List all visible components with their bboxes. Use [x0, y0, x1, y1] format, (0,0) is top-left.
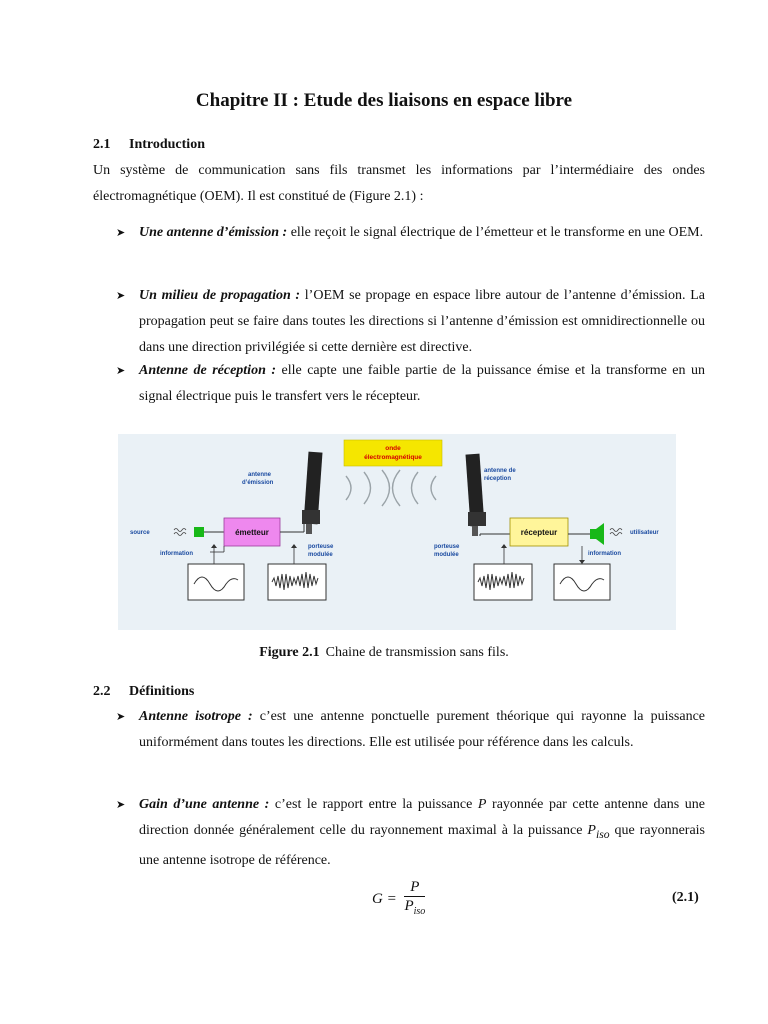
- section-heading-introduction: [93, 137, 205, 153]
- arrow-bullet-icon: ➤: [116, 365, 126, 377]
- emetteur-label: émetteur: [235, 528, 269, 537]
- utilisateur-label: utilisateur: [630, 530, 659, 536]
- arrow-bullet-icon: ➤: [116, 799, 126, 811]
- information-right-label: information: [588, 551, 621, 557]
- bullet-text: l’OEM se propage en espace libre autour de l’antenne d’émission. La propagation peut se faire dans toutes les directions si l’antenne d’émission est omnidirectionnelle ou dans une direction privilégiée si cette dernière est directive.: [139, 288, 705, 355]
- equation-numerator: P: [404, 878, 425, 897]
- bullet-antenne-reception: [116, 358, 705, 410]
- antenne-emission-label-1: antenne: [248, 472, 272, 478]
- bullet-gain-antenne: [116, 792, 705, 874]
- information-scope-right: [554, 564, 610, 600]
- porteuse-left-label-1: porteuse: [308, 544, 334, 550]
- bullet-lead: Une antenne d’émission :: [139, 225, 288, 240]
- bullet-lead: Antenne de réception :: [139, 363, 277, 378]
- bullet-text-middle: rayonnée par cette antenne dans une direction donnée généralement celle du rayonnement maximal à la puissance: [139, 797, 705, 838]
- gain-equation: [372, 878, 425, 921]
- figure-caption-text: Chaine de transmission sans fils.: [325, 645, 509, 660]
- section-heading-definitions: [93, 684, 194, 700]
- recepteur-label: récepteur: [520, 528, 558, 537]
- bullet-text-after: que rayonnerais une antenne isotrope de référence.: [139, 823, 705, 868]
- onde-label-box: [344, 440, 442, 466]
- source-label: source: [130, 530, 150, 536]
- transmission-chain-figure: [118, 434, 676, 630]
- section-number: 2.1: [93, 137, 111, 152]
- bullet-text-before: c’est le rapport entre la puissance: [269, 797, 478, 812]
- bullet-antenne-emission: [116, 220, 705, 246]
- microphone-icon: [194, 527, 204, 537]
- equation-lhs: G =: [372, 890, 397, 907]
- section-title: Introduction: [129, 137, 205, 152]
- arrow-bullet-icon: ➤: [116, 290, 126, 302]
- bullet-text: elle capte une faible partie de la puissance émise et la transforme en un signal électrique puis le transfert vers le récepteur.: [139, 363, 706, 404]
- section-number: 2.2: [93, 684, 111, 699]
- antenne-emission-label-2: d’émission: [242, 480, 274, 486]
- information-left-label: information: [160, 551, 193, 557]
- bullet-lead: Antenne isotrope :: [139, 709, 253, 724]
- section-title: Définitions: [129, 684, 195, 699]
- bullet-milieu-propagation: [116, 283, 705, 361]
- equation-fraction: [404, 878, 425, 921]
- porteuse-left-label-2: modulée: [308, 552, 333, 558]
- onde-label-line2: électromagnétique: [364, 454, 422, 461]
- porteuse-right-label-2: modulée: [434, 552, 459, 558]
- arrow-bullet-icon: ➤: [116, 227, 126, 239]
- figure-caption-label: Figure 2.1: [259, 645, 320, 660]
- arrow-bullet-icon: ➤: [116, 711, 126, 723]
- figure-caption: [0, 645, 768, 661]
- bullet-text: elle reçoit le signal électrique de l’émetteur et le transforme en une OEM.: [287, 225, 704, 240]
- bullet-lead: Gain d’une antenne :: [139, 797, 270, 812]
- antenne-reception-label-1: antenne de: [484, 468, 516, 474]
- equation-denominator: $P_{iso}$: [404, 898, 426, 917]
- antenne-reception-label-2: réception: [484, 476, 512, 482]
- page-title: Chapitre II : Etude des liaisons en espace libre: [195, 90, 573, 111]
- bullet-lead: Un milieu de propagation :: [139, 288, 301, 303]
- porteuse-right-label-1: porteuse: [434, 544, 460, 550]
- bullet-antenne-isotrope: [116, 704, 705, 756]
- equation-number: (2.1): [672, 890, 699, 905]
- information-scope-left: [188, 564, 244, 600]
- onde-label-line1: onde: [385, 445, 401, 452]
- variable-piso: $P_{iso}$: [587, 823, 610, 841]
- bullet-text: c’est une antenne ponctuelle purement théorique qui rayonne la puissance uniformément dans toutes les directions. Elle est utilisée pour référence dans les calculs.: [139, 709, 705, 750]
- variable-p: P: [477, 797, 487, 812]
- intro-paragraph: Un système de communication sans fils transmet les informations par l’intermédiaire des ondes électromagnétique (OEM). Il est constitué de (Figure 2.1) :: [93, 163, 705, 204]
